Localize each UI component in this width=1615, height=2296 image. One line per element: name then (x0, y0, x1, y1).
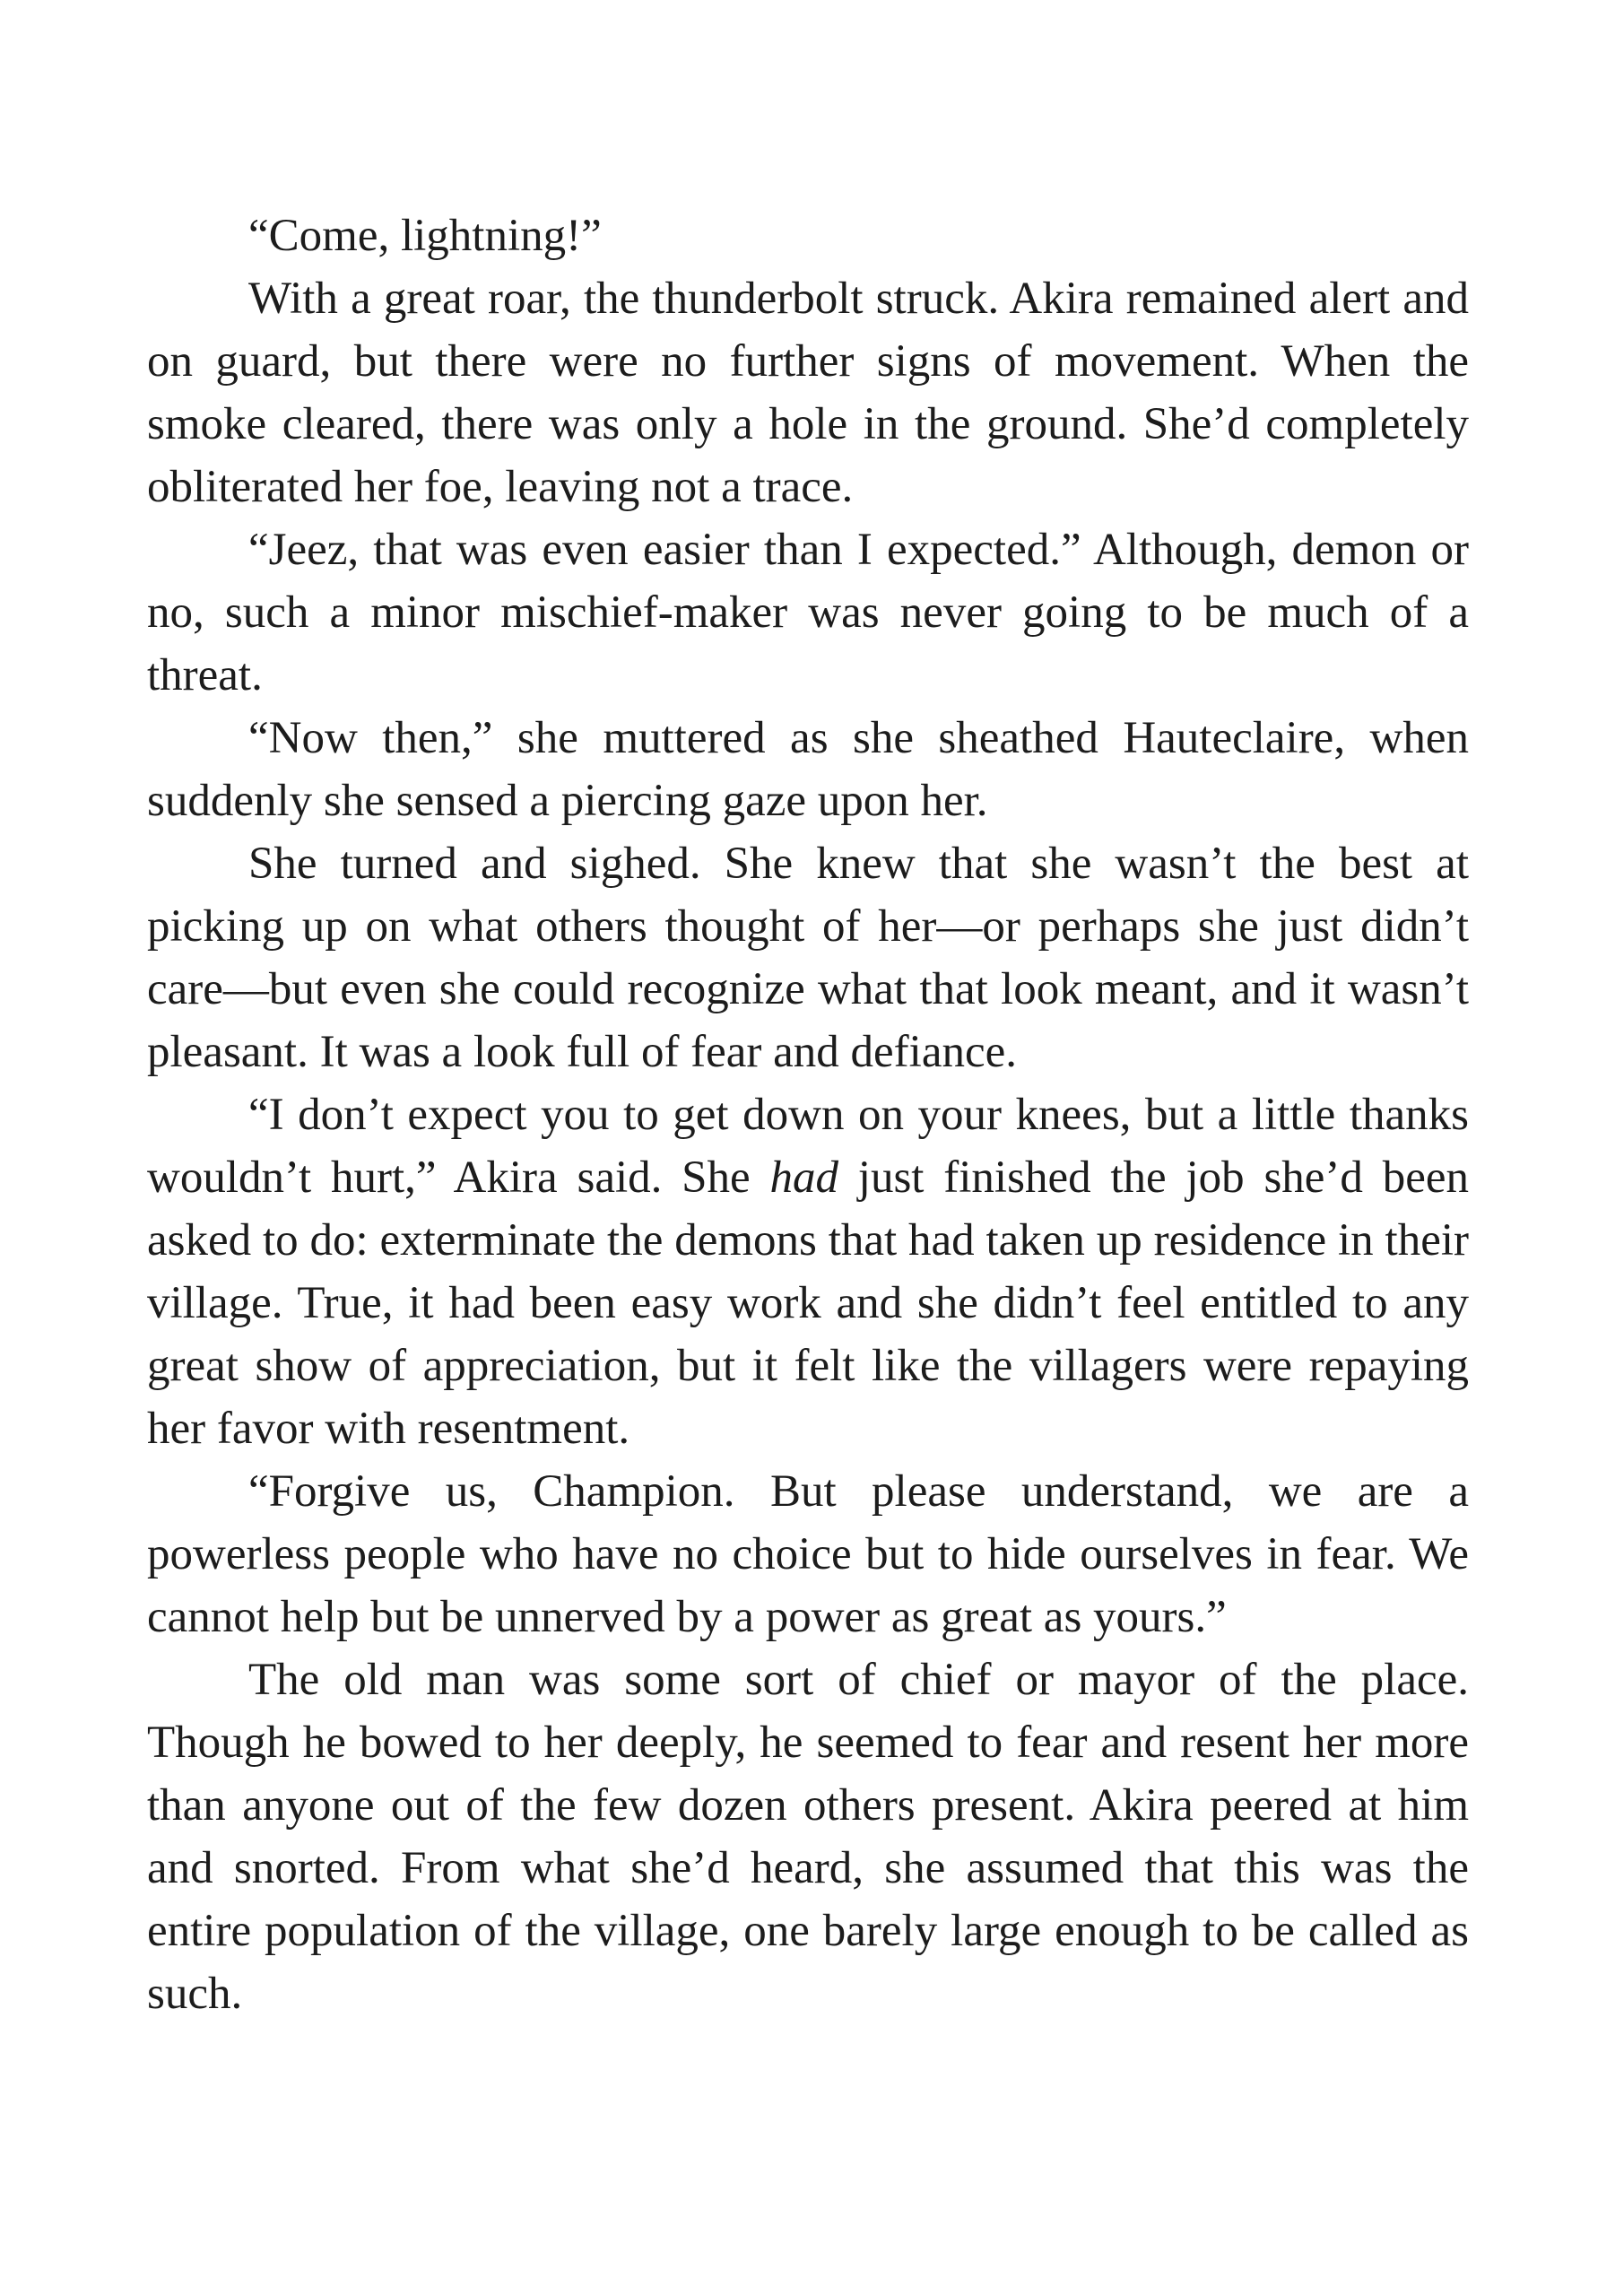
paragraph-8: The old man was some sort of chief or mayor of the place. Though he bowed to her deeply, he seemed to fear and resent her more than anyone out of the few dozen others present. Akira peered at him and snorted. From what she’d heard, she assumed that this was the entire population of the village, one barely large enough to be called as such. (147, 1655, 1469, 2019)
paragraph-2: With a great roar, the thunderbolt struck. Akira remained alert and on guard, but there were no further signs of movement. When the smoke cleared, there was only a hole in the ground. She’d completely obliterated her foe, leaving not a trace. (147, 274, 1469, 512)
page-body (147, 204, 1469, 2025)
paragraph-5: She turned and sighed. She knew that she wasn’t the best at picking up on what others thought of her—or perhaps she just didn’t care—but even she could recognize what that look meant, and it wasn’t pleasant. It was a look full of fear and defiance. (147, 839, 1469, 1077)
paragraph-1: “Come, lightning!” (248, 211, 602, 261)
paragraph-6-text-end: just finished the job she’d been asked to do: exterminate the demons that had taken up residence in their village. True, it had been easy work and she didn’t feel entitled to any great show of appreciation, but it felt like the villagers were repaying her favor with resentment. (147, 1152, 1469, 1454)
paragraph-7: “Forgive us, Champion. But please understand, we are a powerless people who have no choice but to hide ourselves in fear. We cannot help but be unnerved by a power as great as yours.” (147, 1466, 1469, 1642)
paragraph-4: “Now then,” she muttered as she sheathed Hauteclaire, when suddenly she sensed a piercing gaze upon her. (147, 713, 1469, 826)
paragraph-6-emphasis: had (769, 1152, 838, 1203)
paragraph-6 (147, 1083, 1469, 1460)
paragraph-6-text-start: “I don’t expect you to get down on your knees, but a little thanks wouldn’t hurt,” Akira said. She (147, 1090, 1469, 1203)
paragraph-3: “Jeez, that was even easier than I expected.” Although, demon or no, such a minor mischief-maker was never going to be much of a threat. (147, 525, 1469, 700)
